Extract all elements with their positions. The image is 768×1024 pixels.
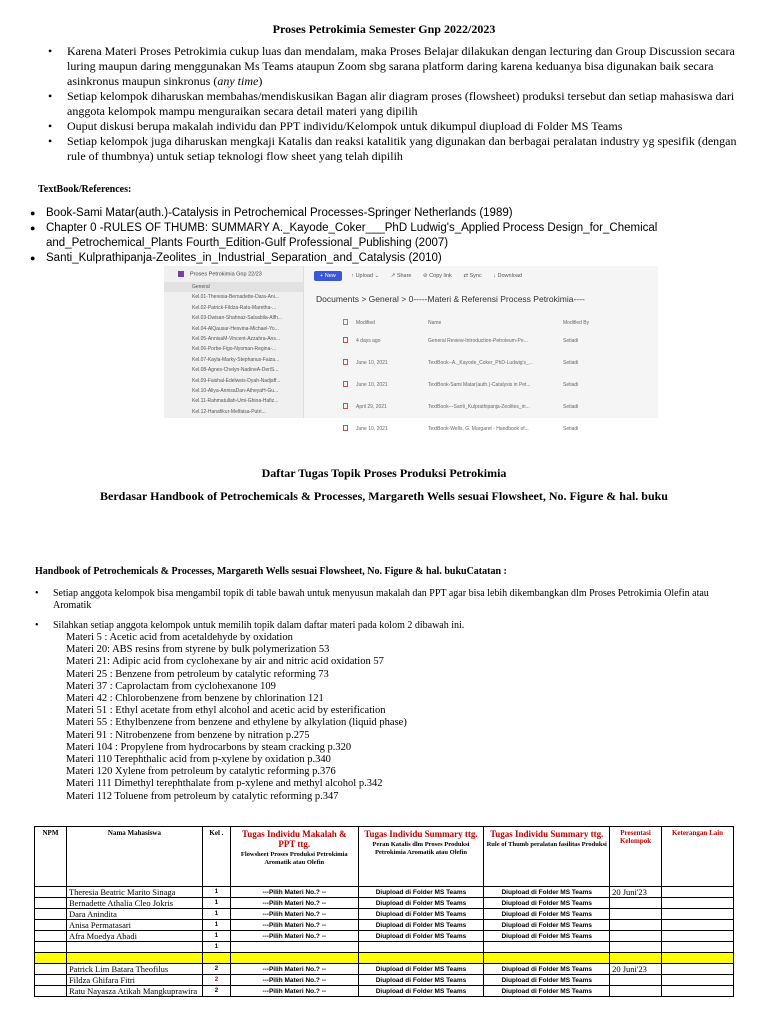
cell-makalah-select[interactable]: ---Pilih Materi No.? --	[230, 909, 358, 920]
materi-item: Materi 51 : Ethyl acetate from ethyl alcohol and acetic acid by esterification	[66, 705, 386, 717]
cell-kel: 1	[202, 909, 230, 920]
cell-katalis	[358, 942, 484, 953]
cell-rule: Diupload di Folder MS Teams	[484, 964, 610, 975]
materi-item: Materi 37 : Caprolactam from cyclohexanone 109	[66, 680, 276, 692]
cell-npm	[35, 986, 67, 997]
file-icon-cell	[339, 352, 352, 374]
page-title: Proses Petrokimia Semester Gnp 2022/2023	[272, 22, 496, 36]
table-row	[35, 898, 734, 909]
cell-keterangan	[662, 931, 734, 942]
materi-item: Materi 110 Terephthalic acid from p-xylene by oxidation p.340	[66, 754, 331, 766]
cell-rule: Diupload di Folder MS Teams	[484, 975, 610, 986]
cell-makalah-select[interactable]: ---Pilih Materi No.? --	[230, 920, 358, 931]
column-modified[interactable]: Modified	[356, 320, 375, 326]
cell-makalah-select[interactable]: ---Pilih Materi No.? --	[230, 887, 358, 898]
cell-kel: 1	[202, 920, 230, 931]
file-modified-by: Setiadi	[563, 426, 579, 432]
cell-keterangan	[662, 964, 734, 975]
table-row	[35, 931, 734, 942]
cell-presentasi	[610, 931, 662, 942]
reference-item: ● Book-Sami Matar(auth.)-Catalysis in Petrochemical Processes-Springer Netherlands (1989)	[30, 206, 760, 221]
file-modified-by: Setiadi	[563, 338, 579, 344]
cell-rule: Diupload di Folder MS Teams	[484, 909, 610, 920]
cell-kel: 1	[202, 887, 230, 898]
header-npm: NPM	[35, 827, 67, 887]
file-icon-cell	[339, 396, 352, 418]
cell-keterangan	[662, 920, 734, 931]
assignment-table	[34, 826, 734, 997]
cell-presentasi	[610, 986, 662, 997]
cell-kel: 1	[202, 931, 230, 942]
cell-presentasi	[610, 953, 662, 964]
file-icon-cell	[339, 330, 352, 352]
file-modified: June 10, 2021	[356, 382, 388, 388]
table-row	[35, 887, 734, 898]
cell-keterangan	[662, 975, 734, 986]
cell-makalah-select[interactable]: ---Pilih Materi No.? --	[230, 986, 358, 997]
cell-presentasi	[610, 942, 662, 953]
handbook-heading: Handbook of Petrochemicals & Processes, Margareth Wells sesuai Flowsheet, No. Figure & hal. bukuCatatan :	[35, 566, 507, 577]
cell-makalah-select[interactable]: ---Pilih Materi No.? --	[230, 975, 358, 986]
cell-kel: 1	[202, 942, 230, 953]
channel-item[interactable]: Kel.12-Hanafikur-Melfaisa-Putri...	[192, 408, 266, 415]
file-modified: April 29, 2021	[356, 404, 387, 410]
references-list	[30, 206, 760, 266]
cell-npm	[35, 953, 67, 964]
materi-item: Materi 42 : Chlorobenzene from benzene by chlorination 121	[66, 693, 324, 705]
cell-keterangan	[662, 887, 734, 898]
powerpoint-icon	[343, 337, 348, 343]
teams-file-list	[339, 316, 593, 440]
cell-makalah-select[interactable]: ---Pilih Materi No.? --	[230, 931, 358, 942]
file-name[interactable]: TextBook-Sami Matar(auth.)-Catalysis in Pet...	[428, 382, 531, 388]
table-row	[35, 964, 734, 975]
intro-bullet-3: • Ouput diskusi berupa makalah individu dan PPT individu/Kelompok untuk dikumpul diupload di Folder MS Teams	[48, 119, 753, 134]
file-modified-by: Setiadi	[563, 360, 579, 366]
cell-katalis: Diupload di Folder MS Teams	[358, 887, 484, 898]
header-nama: Nama Mahasiswa	[66, 827, 202, 887]
file-modified: June 10, 2021	[356, 426, 388, 432]
materi-item: Materi 20: ABS resins from styrene by bulk polymerization 53	[66, 644, 330, 656]
team-icon	[178, 271, 184, 277]
file-row[interactable]	[339, 396, 593, 418]
materi-item: Materi 55 : Ethylbenzene from benzene and ethylene by alkylation (liquid phase)	[66, 717, 407, 729]
table-row	[35, 975, 734, 986]
cell-nama: Fildza Ghifara Fitri	[66, 975, 202, 986]
sync-button[interactable]: ⇄ Sync	[463, 273, 482, 279]
subtitle-daftar: Daftar Tugas Topik Proses Produksi Petrokimia	[261, 466, 507, 480]
teams-toolbar	[314, 271, 654, 285]
teams-screenshot	[164, 266, 658, 432]
cell-kel: 1	[202, 898, 230, 909]
file-icon-cell	[339, 418, 352, 440]
cell-keterangan	[662, 942, 734, 953]
header-keterangan: Keterangan Lain	[662, 827, 734, 887]
cell-makalah-select[interactable]: ---Pilih Materi No.? --	[230, 898, 358, 909]
cell-keterangan	[662, 986, 734, 997]
file-modified-by: Setiadi	[563, 382, 579, 388]
cell-nama: Patrick Lim Batara Theofilus	[66, 964, 202, 975]
cell-rule: Diupload di Folder MS Teams	[484, 887, 610, 898]
cell-nama: Ratu Nayasza Atikah Mangkuprawira	[66, 986, 202, 997]
file-name[interactable]: TextBook---Santi_Kulprathipanja-Zeolites_in...	[428, 404, 530, 410]
cell-presentasi	[610, 909, 662, 920]
cell-makalah-select[interactable]	[230, 953, 358, 964]
file-row[interactable]	[339, 374, 593, 396]
pdf-icon	[343, 381, 348, 387]
cell-katalis: Diupload di Folder MS Teams	[358, 898, 484, 909]
cell-npm	[35, 898, 67, 909]
cell-npm	[35, 975, 67, 986]
cell-katalis: Diupload di Folder MS Teams	[358, 964, 484, 975]
materi-item: Materi 25 : Benzene from petroleum by catalytic reforming 73	[66, 668, 329, 680]
cell-katalis: Diupload di Folder MS Teams	[358, 986, 484, 997]
channel-item[interactable]: Kel.07-Kayla-Marky-Stephanus-Faiza...	[192, 356, 280, 363]
cell-npm	[35, 909, 67, 920]
materi-item: Materi 112 Toluene from petroleum by catalytic reforming p.347	[66, 790, 339, 802]
table-row	[35, 986, 734, 997]
table-header	[35, 827, 734, 887]
cell-keterangan	[662, 953, 734, 964]
materi-item: Materi 91 : Nitrobenzene from benzene by nitration p.275	[66, 729, 310, 741]
materi-item: Materi 104 : Propylene from hydrocarbons by steam cracking p.320	[66, 741, 352, 753]
cell-rule: Diupload di Folder MS Teams	[484, 931, 610, 942]
intro-bullets	[48, 44, 753, 164]
intro-bullet-1: • Karena Materi Proses Petrokimia cukup luas dan mendalam, maka Proses Belajar dilakukan dengan lecturing dan Group Discussion secara luring maupun daring menggunakan Ms Teams ataupun Zoom sbg sarana platform daring karena keduanya bisa digunakan baik secara asinkronus maupun sinkronus (any time)	[48, 44, 753, 89]
channel-item[interactable]: Kel.01-Theresia-Bernadette-Dara-Ani...	[192, 294, 279, 301]
materi-list	[66, 632, 407, 803]
subtitle-handbook: Berdasar Handbook of Petrochemicals & Processes, Margareth Wells sesuai Flowsheet, No. Figure & hal. buku	[100, 489, 668, 503]
file-type-icon	[343, 319, 348, 325]
cell-kel	[202, 953, 230, 964]
cell-katalis: Diupload di Folder MS Teams	[358, 975, 484, 986]
cell-katalis: Diupload di Folder MS Teams	[358, 909, 484, 920]
cell-kel: 2	[202, 986, 230, 997]
channel-item[interactable]: Kel.05-AnnisaM-Vincent-Azzahra-Ans...	[192, 335, 281, 342]
cell-nama: Bernadette Athalia Cleo Jokris	[66, 898, 202, 909]
file-modified-by: Setiadi	[563, 404, 579, 410]
cell-npm	[35, 887, 67, 898]
file-row[interactable]	[339, 418, 593, 440]
new-button[interactable]: + New	[314, 271, 342, 281]
cell-nama: Afra Moedya Abadi	[66, 931, 202, 942]
cell-nama: Theresia Beatric Marito Sinaga	[66, 887, 202, 898]
materi-item: Materi 21: Adipic acid from cyclohexane by air and nitric acid oxidation 57	[66, 656, 384, 668]
cell-kel: 2	[202, 964, 230, 975]
table-row	[35, 953, 734, 964]
materi-item: Materi 120 Xylene from petroleum by catalytic reforming p.376	[66, 766, 336, 778]
note-item: • Setiap anggota kelompok bisa mengambil topik di table bawah untuk menyusun makalah dan PPT agar bisa lebih dikembangkan dlm Proses Petrokimia Olefin atau Aromatik	[35, 588, 735, 612]
file-name[interactable]: TextBook-Wells, G. Margaret - Handbook of...	[428, 426, 529, 432]
references-heading: TextBook/References:	[38, 184, 132, 195]
cell-presentasi	[610, 898, 662, 909]
team-header: Proses Petrokimia Gnp 22/23	[164, 266, 303, 282]
cell-presentasi	[610, 975, 662, 986]
notes-list	[35, 588, 735, 632]
channel-item[interactable]: Kel.02-Patrick-Fildza-Ratu-Maretha-...	[192, 304, 277, 311]
intro-bullet-2: • Setiap kelompok diharuskan membahas/mendiskusikan Bagan alir diagram proses (flowsheet) produksi tersebut dan setiap mahasiswa dari anggota kelompok mampu menguraikan secara detail materi yang dipilih	[48, 89, 753, 119]
cell-keterangan	[662, 898, 734, 909]
header-katalis: Tugas Individu Summary ttg. Peran Katalis dlm Proses Produksi Petrokimia Aromatik atau Olefin	[358, 827, 484, 887]
cell-makalah-select[interactable]: ---Pilih Materi No.? --	[230, 964, 358, 975]
cell-rule: Diupload di Folder MS Teams	[484, 898, 610, 909]
download-button[interactable]: ↓ Download	[493, 273, 522, 279]
teams-channel-sidebar	[164, 266, 304, 418]
cell-nama: Anisa Permatasari	[66, 920, 202, 931]
cell-nama: Dara Anindita	[66, 909, 202, 920]
intro-bullet-4: • Setiap kelompok juga diharuskan mengkaji Katalis dan reaksi katalitik yang digunakan dan berbagai peralatan industry yg spesifik (dengan rule of thumbnya) untuk setiap teknologi flow sheet yang telah dipilih	[48, 134, 753, 164]
file-name[interactable]: TextBook--A._Kayode_Coker_PhD-Ludwig's_...	[428, 360, 533, 366]
file-icon-cell	[339, 374, 352, 396]
header-presentasi: Presentasi Kelompok	[610, 827, 662, 887]
materi-item: Materi 111 Dimethyl terephthalate from p-xylene and methyl alcohol p.342	[66, 778, 383, 790]
cell-katalis: Diupload di Folder MS Teams	[358, 931, 484, 942]
file-modified: June 10, 2021	[356, 360, 388, 366]
cell-katalis	[358, 953, 484, 964]
breadcrumb: Documents > General > 0-----Materi & Referensi Process Petrokimia----	[316, 294, 585, 304]
cell-npm	[35, 942, 67, 953]
pdf-icon	[343, 403, 348, 409]
share-button[interactable]: ↗ Share	[390, 273, 412, 279]
materi-item: Materi 5 : Acetic acid from acetaldehyde by oxidation	[66, 632, 293, 643]
header-rule-of-thumb: Tugas Individu Summary ttg. Rule of Thumb peralatan fasilitas Produksi	[484, 827, 610, 887]
copy-link-button[interactable]: ⊘ Copy link	[423, 273, 452, 279]
reference-item: ● Santi_Kulprathipanja-Zeolites_in_Industrial_Separation_and_Catalysis (2010)	[30, 251, 760, 266]
cell-nama	[66, 953, 202, 964]
cell-npm	[35, 920, 67, 931]
header-kel: Kel .	[202, 827, 230, 887]
file-icon	[339, 316, 352, 330]
cell-keterangan	[662, 909, 734, 920]
channel-item[interactable]: Kel.04-AlQausar-Hesvina-Michael-Yo...	[192, 325, 279, 332]
cell-katalis: Diupload di Folder MS Teams	[358, 920, 484, 931]
file-modified: 4 days ago	[356, 338, 381, 344]
cell-makalah-select[interactable]	[230, 942, 358, 953]
table-row	[35, 920, 734, 931]
cell-presentasi: 20 Juni'23	[610, 887, 662, 898]
cell-nama	[66, 942, 202, 953]
column-name[interactable]: Name	[428, 320, 442, 326]
upload-button[interactable]: ↑ Upload ⌄	[351, 273, 380, 279]
channel-item[interactable]: Kel.08-Agnes-Chelyn-NadineA-DeriS...	[192, 367, 279, 374]
file-row[interactable]	[339, 330, 593, 352]
pdf-icon	[343, 359, 348, 365]
channel-item[interactable]: Kel.06-Porbe-Figo-Nyoman-Regina-...	[192, 346, 277, 353]
cell-rule: Diupload di Folder MS Teams	[484, 986, 610, 997]
column-modified-by[interactable]: Modified By	[563, 320, 590, 326]
cell-npm	[35, 931, 67, 942]
reference-item: ● Chapter 0 -RULES OF THUMB: SUMMARY A._Kayode_Coker___PhD Ludwig's_Applied Process Design_for_Chemical and_Petrochemical_Plants Fourth_Edition-Gulf Professional_Publishing (2007)	[30, 221, 760, 251]
cell-rule	[484, 942, 610, 953]
cell-rule	[484, 953, 610, 964]
file-list-header	[339, 316, 593, 330]
pdf-icon	[343, 425, 348, 431]
cell-rule: Diupload di Folder MS Teams	[484, 920, 610, 931]
channel-general[interactable]: General	[164, 282, 303, 292]
cell-presentasi	[610, 920, 662, 931]
file-row[interactable]	[339, 352, 593, 374]
channel-item[interactable]: Kel.03-Dwisan-Shahnaz-Salsabila-Alfh...	[192, 315, 283, 322]
cell-kel: 2	[202, 975, 230, 986]
channel-item[interactable]: Kel.10-Aliya-AnnisaDan-AtheyaH-Gu...	[192, 387, 279, 394]
note-item: • Silahkan setiap anggota kelompok untuk memilih topik dalam daftar materi pada kolom 2 dibawah ini.	[35, 620, 735, 632]
cell-presentasi: 20 Juni'23	[610, 964, 662, 975]
cell-npm	[35, 964, 67, 975]
table-row	[35, 909, 734, 920]
file-name[interactable]: General Review-Introduction-Petroleum-Pe...	[428, 338, 528, 344]
channel-item[interactable]: Kel.11-Rahmatullah-Umi-Ghina-Hafiz...	[192, 398, 279, 405]
header-makalah: Tugas Individu Makalah & PPT ttg. Flowsheet Proses Produksi Petrokimia Aromatik atau Olefin	[230, 827, 358, 887]
channel-item[interactable]: Kel.09-Faishal-Edelweis-Dyah-Nadjaff...	[192, 377, 281, 384]
table-row	[35, 942, 734, 953]
